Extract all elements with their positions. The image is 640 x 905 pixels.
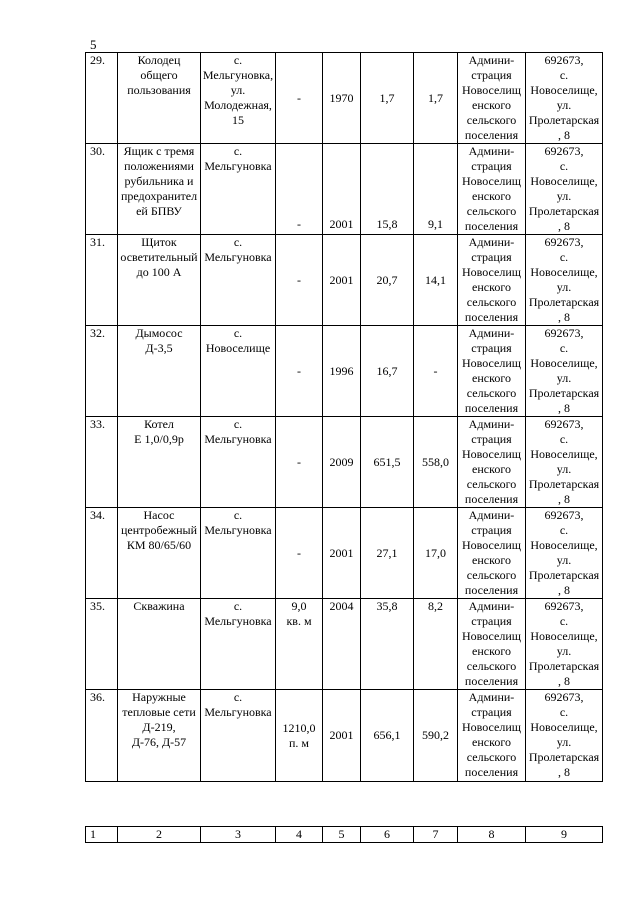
object-holder: Админи- страция Новоселищ енского сельского поселения xyxy=(458,53,526,144)
row-number: 32. xyxy=(86,326,118,417)
table-row xyxy=(86,690,603,782)
column-number-row xyxy=(86,827,603,843)
object-residual: 14,1 xyxy=(414,235,458,326)
row-number: 35. xyxy=(86,599,118,690)
object-year: 2001 xyxy=(323,235,361,326)
object-residual: 1,7 xyxy=(414,53,458,144)
object-year: 2004 xyxy=(323,599,361,690)
object-holder: Админи- страция Новоселищ енского сельского поселения xyxy=(458,417,526,508)
object-name: Щиток осветительный до 100 А xyxy=(118,235,201,326)
holder-address: 692673, с. Новоселище, ул. Пролетарская , 8 xyxy=(526,690,603,782)
object-name: Ящик с тремя положениями рубильника и предохранител ей БПВУ xyxy=(118,144,201,235)
object-holder: Админи- страция Новоселищ енского сельского поселения xyxy=(458,326,526,417)
column-number: 6 xyxy=(361,827,414,843)
object-name: Котел Е 1,0/0,9р xyxy=(118,417,201,508)
object-location: с. Мельгуновка xyxy=(201,417,276,508)
row-number: 29. xyxy=(86,53,118,144)
object-holder: Админи- страция Новоселищ енского сельского поселения xyxy=(458,235,526,326)
object-size: 1210,0 п. м xyxy=(276,690,323,782)
object-year: 2001 xyxy=(323,508,361,599)
column-number: 4 xyxy=(276,827,323,843)
column-number: 5 xyxy=(323,827,361,843)
object-size: - xyxy=(276,235,323,326)
property-table xyxy=(85,52,603,782)
object-year: 1970 xyxy=(323,53,361,144)
object-size: - xyxy=(276,53,323,144)
object-year: 2001 xyxy=(323,690,361,782)
table-row xyxy=(86,144,603,235)
column-number-table xyxy=(85,826,603,843)
table-row xyxy=(86,508,603,599)
object-cost: 20,7 xyxy=(361,235,414,326)
object-cost: 15,8 xyxy=(361,144,414,235)
object-location: с. Мельгуновка xyxy=(201,599,276,690)
object-holder: Админи- страция Новоселищ енского сельского поселения xyxy=(458,690,526,782)
object-location: с. Новоселище xyxy=(201,326,276,417)
holder-address: 692673, с. Новоселище, ул. Пролетарская , 8 xyxy=(526,417,603,508)
object-year: 2009 xyxy=(323,417,361,508)
object-year: 1996 xyxy=(323,326,361,417)
row-number: 31. xyxy=(86,235,118,326)
object-cost: 35,8 xyxy=(361,599,414,690)
object-holder: Админи- страция Новоселищ енского сельского поселения xyxy=(458,144,526,235)
object-location: с. Мельгуновка xyxy=(201,144,276,235)
column-number: 3 xyxy=(201,827,276,843)
object-cost: 16,7 xyxy=(361,326,414,417)
object-residual: 8,2 xyxy=(414,599,458,690)
object-cost: 27,1 xyxy=(361,508,414,599)
object-name: Дымосос Д-3,5 xyxy=(118,326,201,417)
object-residual: 17,0 xyxy=(414,508,458,599)
object-name: Колодец общего пользования xyxy=(118,53,201,144)
object-holder: Админи- страция Новоселищ енского сельского поселения xyxy=(458,599,526,690)
object-cost: 1,7 xyxy=(361,53,414,144)
column-number: 2 xyxy=(118,827,201,843)
holder-address: 692673, с. Новоселище, ул. Пролетарская , 8 xyxy=(526,235,603,326)
holder-address: 692673, с. Новоселище, ул. Пролетарская , 8 xyxy=(526,508,603,599)
object-size: - xyxy=(276,326,323,417)
table-row xyxy=(86,599,603,690)
object-size: 9,0 кв. м xyxy=(276,599,323,690)
object-year: 2001 xyxy=(323,144,361,235)
object-location: с. Мельгуновка, ул. Молодежная, 15 xyxy=(201,53,276,144)
object-size: - xyxy=(276,508,323,599)
object-residual: - xyxy=(414,326,458,417)
object-name: Наружные тепловые сети Д-219, Д-76, Д-57 xyxy=(118,690,201,782)
column-number: 8 xyxy=(458,827,526,843)
table-row xyxy=(86,53,603,144)
object-location: с. Мельгуновка xyxy=(201,508,276,599)
column-number: 7 xyxy=(414,827,458,843)
holder-address: 692673, с. Новоселище, ул. Пролетарская , 8 xyxy=(526,144,603,235)
object-name: Насос центробежный КМ 80/65/60 xyxy=(118,508,201,599)
row-number: 30. xyxy=(86,144,118,235)
object-size: - xyxy=(276,417,323,508)
row-number: 36. xyxy=(86,690,118,782)
holder-address: 692673, с. Новоселище, ул. Пролетарская , 8 xyxy=(526,599,603,690)
column-number: 9 xyxy=(526,827,603,843)
object-cost: 651,5 xyxy=(361,417,414,508)
object-cost: 656,1 xyxy=(361,690,414,782)
object-holder: Админи- страция Новоселищ енского сельского поселения xyxy=(458,508,526,599)
table-row xyxy=(86,417,603,508)
row-number: 33. xyxy=(86,417,118,508)
holder-address: 692673, с. Новоселище, ул. Пролетарская , 8 xyxy=(526,326,603,417)
table-row xyxy=(86,326,603,417)
table-row xyxy=(86,235,603,326)
page-number: 5 xyxy=(90,37,97,52)
row-number: 34. xyxy=(86,508,118,599)
holder-address: 692673, с. Новоселище, ул. Пролетарская , 8 xyxy=(526,53,603,144)
object-size: - xyxy=(276,144,323,235)
object-residual: 558,0 xyxy=(414,417,458,508)
object-location: с. Мельгуновка xyxy=(201,690,276,782)
object-residual: 590,2 xyxy=(414,690,458,782)
object-name: Скважина xyxy=(118,599,201,690)
object-residual: 9,1 xyxy=(414,144,458,235)
object-location: с. Мельгуновка xyxy=(201,235,276,326)
column-number: 1 xyxy=(86,827,118,843)
